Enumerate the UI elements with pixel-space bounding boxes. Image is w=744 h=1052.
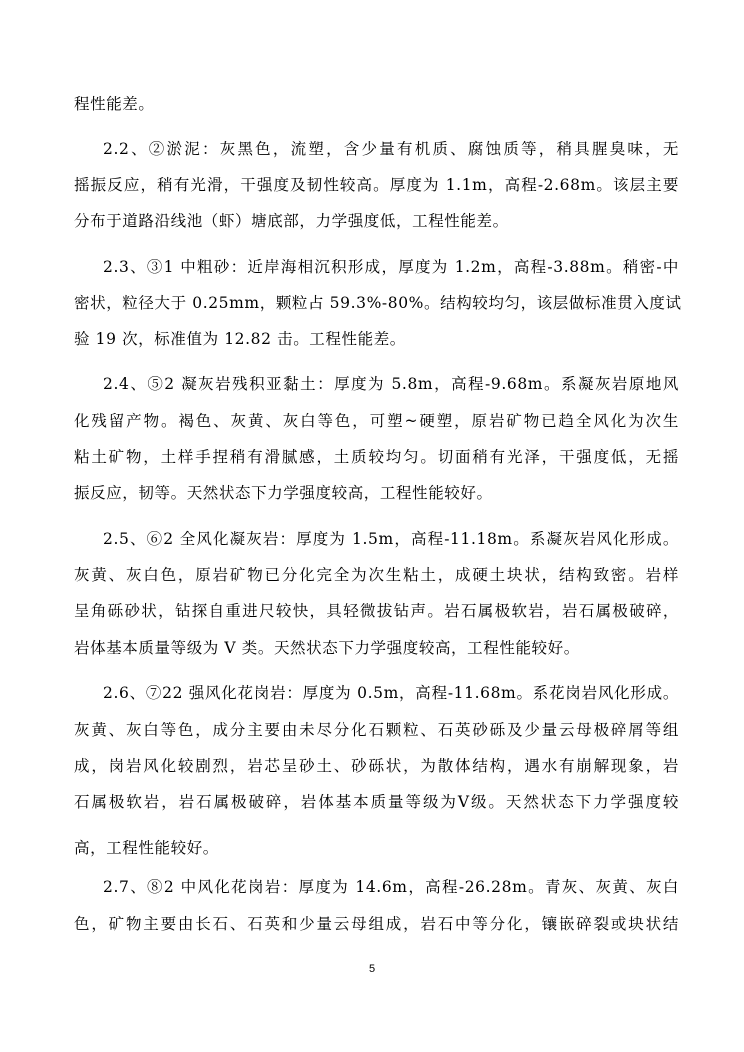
paragraph-2-6-line-1: 2.6、⑦22 强风化花岗岩：厚度为 0.5m，高程-11.68m。系花岗岩风化形成。 — [103, 684, 679, 702]
text-line: 程性能差。 — [74, 95, 155, 113]
paragraph-2-7-line-1: 2.7、⑧2 中风化花岗岩：厚度为 14.6m，高程-26.28m。青灰、灰黄、灰白 — [103, 878, 679, 896]
paragraph-2-2-line-2: 摇振反应，稍有光滑，干强度及韧性较高。厚度为 1.1m，高程-2.68m。该层主要 — [74, 176, 679, 194]
paragraph-2-4-line-3: 粘土矿物，土样手捏稍有滑腻感，土质较均匀。切面稍有光泽，干强度低，无摇 — [74, 448, 679, 466]
paragraph-2-5-line-2: 灰黄、灰白色，原岩矿物已分化完全为次生粘土，成硬土块状，结构致密。岩样 — [74, 566, 679, 584]
page-number: 5 — [368, 963, 376, 975]
paragraph-2-7-line-2: 色，矿物主要由长石、石英和少量云母组成，岩石中等分化，镶嵌碎裂或块状结 — [74, 915, 679, 933]
paragraph-2-5-line-3: 呈角砾砂状，钻探自重进尺较快，具轻微拔钻声。岩石属极软岩，岩石属极破碎， — [74, 602, 679, 620]
paragraph-2-3-line-2: 密状，粒径大于 0.25mm，颗粒占 59.3%-80%。结构较均匀，该层做标准贯入度试 — [74, 294, 682, 312]
paragraph-2-2-line-3: 分布于道路沿线池（虾）塘底部，力学强度低，工程性能差。 — [74, 212, 509, 230]
paragraph-2-6-line-2: 灰黄、灰白等色，成分主要由未尽分化石颗粒、石英砂砾及少量云母极碎屑等组 — [74, 721, 679, 739]
paragraph-2-4-line-2: 化残留产物。褐色、灰黄、灰白等色，可塑~硬塑，原岩矿物已趋全风化为次生 — [74, 412, 679, 430]
paragraph-2-4-line-4: 振反应，韧等。天然状态下力学强度较高，工程性能较好。 — [74, 484, 493, 502]
paragraph-2-3-line-3: 验 19 次，标准值为 12.82 击。工程性能差。 — [74, 330, 406, 348]
paragraph-2-5-line-4: 岩体基本质量等级为 V 类。天然状态下力学强度较高，工程性能较好。 — [74, 639, 580, 657]
paragraph-2-5-line-1: 2.5、⑥2 全风化凝灰岩：厚度为 1.5m，高程-11.18m。系凝灰岩风化形成。 — [103, 530, 679, 548]
paragraph-2-6-line-3: 成，岗岩风化较剧烈，岩芯呈砂土、砂砾状，为散体结构，遇水有崩解现象，岩 — [74, 757, 679, 775]
paragraph-2-6-line-4: 石属极软岩，岩石属极破碎，岩体基本质量等级为Ⅴ级。天然状态下力学强度较 — [74, 793, 679, 811]
paragraph-2-6-line-5: 高，工程性能较好。 — [74, 839, 219, 857]
paragraph-2-3-line-1: 2.3、③1 中粗砂：近岸海相沉积形成，厚度为 1.2m，高程-3.88m。稍密-中 — [103, 258, 679, 276]
paragraph-2-2-line-1: 2.2、②淤泥：灰黑色，流塑，含少量有机质、腐蚀质等，稍具腥臭味，无 — [103, 140, 679, 158]
paragraph-2-4-line-1: 2.4、⑤2 凝灰岩残积亚黏土：厚度为 5.8m，高程-9.68m。系凝灰岩原地风 — [103, 375, 679, 393]
